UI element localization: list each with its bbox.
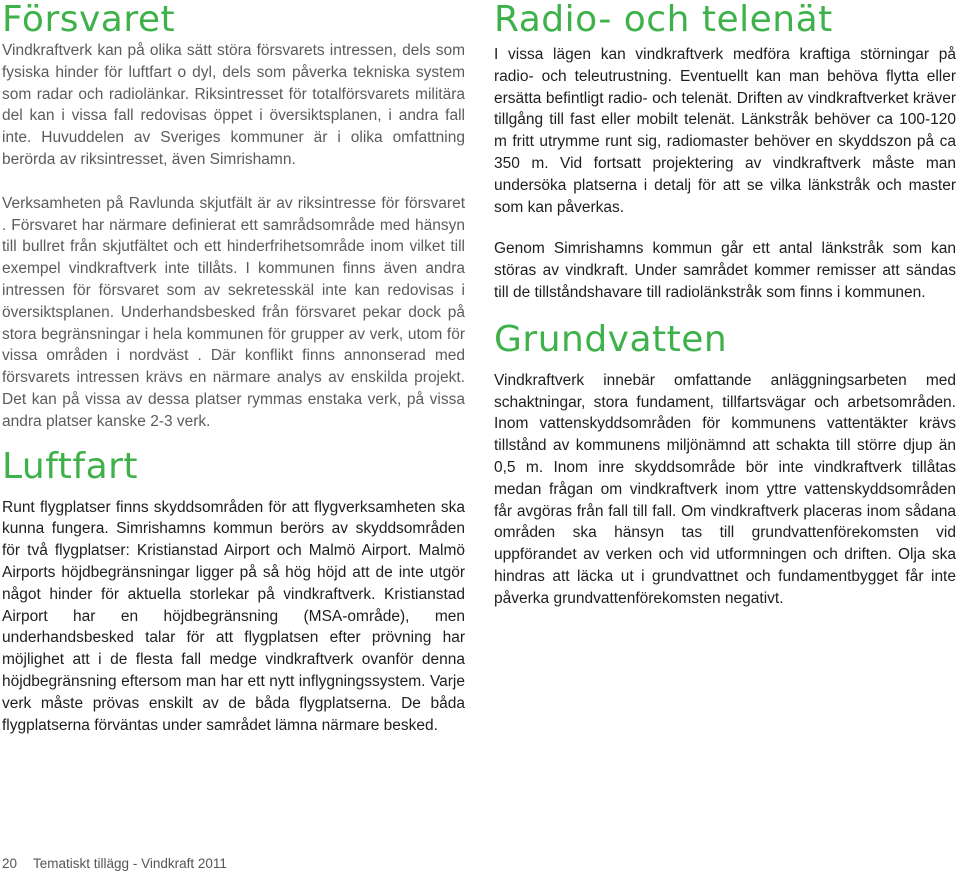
paragraph-radio-lankstrak: Genom Simrishamns kommun går ett antal länkstråk som kan störas av vindkraft. Under samrådet kommer remisser att sändas till de tillståndshavare till radiolänkstråk som finns i kommunen. xyxy=(494,240,956,301)
heading-luftfart: Luftfart xyxy=(2,445,139,487)
heading-grundvatten: Grundvatten xyxy=(494,318,728,360)
paragraph-radio-intro: I vissa lägen kan vindkraftverk medföra kraftiga störningar på radio- och teleutrustning. Eventuellt kan man behöva flytta eller ersätta befintligt radio- och telenät. Driften av vindkraftverket kräver tillgång till fast eller mobilt telenät. Länkstråk behöver ca 100-120 m fritt utrymme runt sig, radiomaster behöver en skyddszon på ca 350 m. Vid fortsatt projektering av vindkraftverk måste man undersöka platserna i detalj för att se vilka länkstråk och master som kan påverkas. xyxy=(494,46,956,216)
heading-forsvaret: Försvaret xyxy=(2,0,176,40)
heading-radio-telenat: Radio- och telenät xyxy=(494,0,833,40)
right-column xyxy=(494,0,956,610)
paragraph-forsvaret-ravlunda: Verksamheten på Ravlunda skjutfält är av riksintresse för försvaret . Försvaret har närmare definierat ett samrådsområde med hänsyn till bullret från skjutfältet och ett hinderfrihetsområde inom vilket till exempel vindkraftverk inte tillåts. I kommunen finns även andra intressen för försvaret som av sekretesskäl inte kan redovisas i översiktsplanen. Underhandsbesked från försvaret pekar dock på stora begränsningar i hela kommunen för grupper av verk, utom för vissa områden i nordväst . Där konflikt finns annonserad med försvarets intressen krävs en närmare analys av enskilda projekt. Det kan på vissa av dessa platser rymmas enstaka verk, på vissa andra platser kanske 2-3 verk. xyxy=(2,194,465,430)
document-title: Tematiskt tillägg - Vindkraft 2011 xyxy=(33,856,227,871)
page-number: 20 xyxy=(2,856,18,871)
paragraph-grundvatten: Vindkraftverk innebär omfattande anläggningsarbeten med schaktningar, stora fundament, tillfartsvägar och arbetsområden. Inom vattenskyddsområden för kommunens vattentäkter krävs tillstånd av kommunens miljönämnd att schakta till större djup än 0,5 m. Inom inre skyddsområde bör inte vindkraftverk tillåtas medan frågan om vindkraftverk inom yttre vattenskyddsområden får avgöras från fall till fall. Om vindkraftverk placeras inom sådana områden ska hänsyn tas till grundvattenförekomsten vid uppförandet av verken och vid utformningen och driften. Olja ska hindras att läcka ut i grundvattnet och fundamentbygget får inte påverka grundvattenförekomsten negativt. xyxy=(494,371,956,607)
paragraph-luftfart: Runt flygplatser finns skyddsområden för att flygverksamheten ska kunna fungera. Simrishamns kommun berörs av skyddsområden för två flygplatser: Kristianstad Airport och Malmö Airport. Malmö Airports höjdbegränsningar ligger på så hög höjd att de inte utgör något hinder för aktuella storlekar på vindkraftverk. Kristianstad Airport har en höjdbegränsning (MSA-område), men underhandsbesked talar för att flygplatsen efter prövning har möjlighet att i de flesta fall medge vindkraftverk ovanför denna höjdbegränsning eftersom man har ett nytt inflygningssystem. Varje verk måste prövas enskilt av de båda flygplatserna. De båda flygplatserna förväntas under samrådet lämna närmare besked. xyxy=(2,498,465,734)
page-footer xyxy=(2,856,227,871)
left-column xyxy=(2,0,465,736)
paragraph-forsvaret-intro: Vindkraftverk kan på olika sätt störa försvarets intressen, dels som fysiska hinder för luftfart o dyl, dels som påverka tekniska system som radar och radiolänkar. Riksintresset för totalförsvarets militära del kan i vissa fall redovisas öppet i översiktsplanen, i andra fall inte. Huvuddelen av Sveriges kommuner är i olika omfattning berörda av riksintresset, även Simrishamn. xyxy=(2,42,465,168)
